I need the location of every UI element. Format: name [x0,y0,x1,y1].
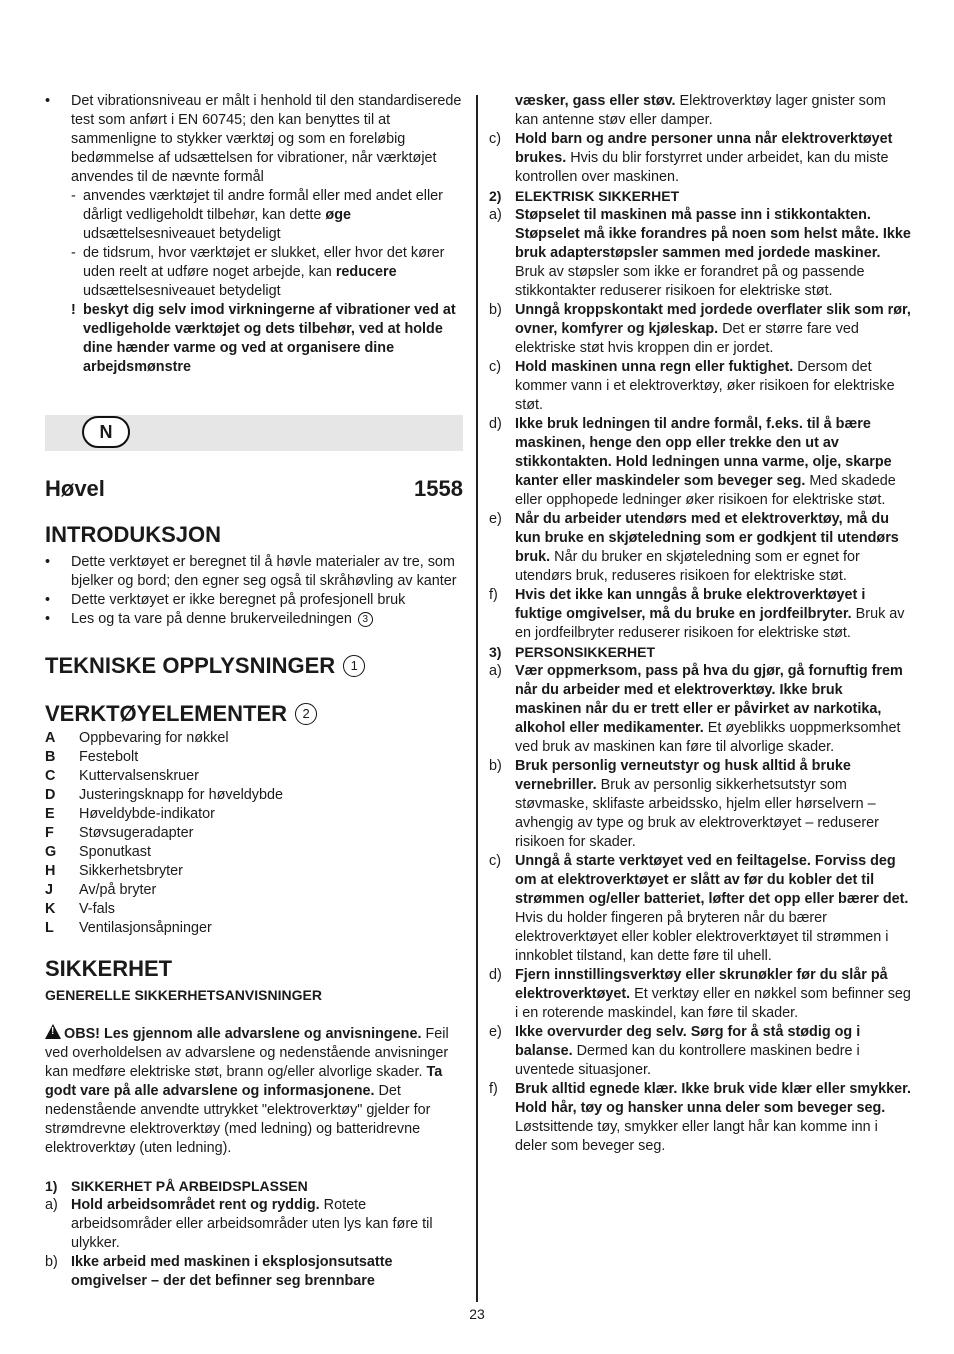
language-band [45,415,463,451]
item-text: Det er større fare ved elektriske støt hvis kroppen din er jordet. [515,321,859,356]
element-key: L [45,920,54,936]
item-bold: Ikke arbeid med maskinen i eksplosjonsutsatte omgivelser – der det befinner seg brennbare [71,1254,393,1289]
obs-bold: Ta godt vare på alle advarslene og informasjonene. [45,1064,443,1099]
tool-element-row [45,919,463,938]
section-number: 2) [489,188,502,204]
tool-element-row [45,843,463,862]
item-text: Hvis du blir forstyrret under arbeidet, kan du miste kontrollen over maskinen. [515,150,889,185]
dash-text: udsættelsesniveauet betydeligt [83,226,281,242]
general-safety-title: GENERELLE SIKKERHETSANVISNINGER [45,987,322,1003]
safety-item [489,1080,912,1156]
element-label: Justeringsknapp for høveldybde [79,787,283,803]
exclamation-icon: ! [71,302,76,318]
dash-bold: øge [325,207,351,223]
dash-item [45,187,463,244]
element-key: G [45,844,57,860]
element-label: Støvsugeradapter [79,825,194,841]
item-text: Løstsittende tøy, smykker eller langt hår kan komme inn i deler som beveger seg. [515,1119,878,1154]
element-key: F [45,825,54,841]
bullet-text: Dette verktøyet er beregnet til å høvle materialer av tre, som bjelker og bord; den egner seg også til skråhøvling av kanter [71,554,457,589]
safety-item [45,1196,463,1253]
element-key: A [45,730,56,746]
tool-element-row [45,748,463,767]
dash-item [45,244,463,301]
product-number: 1558 [414,476,463,501]
item-text: Med skadede eller opphopede ledninger øker risikoen for elektriske støt. [515,473,896,508]
language-badge: N [82,416,130,448]
warning-text: beskyt dig selv imod virkningerne af vibrationer ved at vedligeholde værktøjet og dets tilbehør, ved at holde dine hænder varme og ved at organisere dine arbejdsmønstre [83,302,456,375]
bullet-item [45,92,463,187]
item-text: Rotete arbeidsområder eller arbeidsområder uten lys kan føre til ulykker. [71,1197,433,1251]
item-key: f) [489,587,498,603]
item-bold: Fjern innstillingsverktøy eller skrunøkler før du slår på elektroverktøyet. [515,967,888,1002]
element-key: C [45,768,56,784]
obs-bold: OBS! Les gjennom alle advarslene og anvisningene. [64,1026,422,1042]
tool-element-row [45,862,463,881]
element-key: D [45,787,56,803]
bullet-text: Dette verktøyet er ikke beregnet på profesjonell bruk [71,592,406,608]
tool-element-row [45,767,463,786]
item-bold: Hvis det ikke kan unngås å bruke elektroverktøyet i fuktige omgivelser, må du bruke en jordfeilbryter. [515,587,866,622]
section-number: 1) [45,1178,58,1194]
item-key: b) [489,758,502,774]
item-bold: Bruk personlig verneutstyr og husk alltid å bruke vernebriller. [515,758,851,793]
bullet-text: Det vibrationsniveau er målt i henhold til den standardiserede test som anført i EN 60745; den kan benyttes til at sammenligne to stykker værktøj og som en foreløbig bedømmelse af udsættelsen for vibrationer, når værktøjet anvendes til de nævnte formål [71,93,462,185]
heading-safety: SIKKERHET [45,956,173,981]
item-text: Bruk av støpsler som ikke er forandret på og passende stikkontakter reduserer risikoen for elektriske støt. [515,264,865,299]
product-name: Høvel [45,476,105,501]
item-key: e) [489,1024,502,1040]
item-bold: Hold arbeidsområdet rent og ryddig. [71,1197,320,1213]
tool-element-row [45,786,463,805]
item-bold: Vær oppmerksom, pass på hva du gjør, gå fornuftig frem når du arbeider med et elektroverktøy. Ikke bruk maskinen når du er trett eller er påvirket av narkotika, alkohol eller medikamenter. [515,663,903,736]
heading-tool-elements [45,699,463,729]
bullet-item [45,553,463,591]
section-electrical [489,187,912,206]
item-bold: Bruk alltid egnede klær. Ikke bruk vide klær eller smykker. Hold hår, tøy og hansker unna deler som beveger seg. [515,1081,911,1116]
section-personal [489,643,912,662]
tool-element-row [45,824,463,843]
item-key: c) [489,359,501,375]
item-bold: Unngå kroppskontakt med jordede overflater slik som rør, ovner, komfyrer og kjøleskap. [515,302,911,337]
dash-bold: reducere [335,264,397,280]
bullet-text: Les og ta vare på denne brukerveiledningen [71,611,352,627]
right-column [489,92,912,1156]
safety-item [489,1023,912,1080]
safety-item [489,510,912,586]
item-text: Bruk av personlig sikkerhetsutstyr som støvmaske, sklifaste arbeidssko, hjelm eller hørselvern – avhengig av type og bruk av elektroverktøyet – reduserer risikoen for skader. [515,777,879,850]
electrical-items [489,206,912,643]
item-bold: væsker, gass eller støv. [515,93,676,109]
item-key: c) [489,853,501,869]
item-bold: Støpselet til maskinen må passe inn i stikkontakten. Støpselet må ikke forandres på noen som helst måte. Ikke bruk adapterstøpsler sammen med jordede maskiner. [515,207,911,261]
safety-item [489,130,912,187]
safety-item [489,206,912,301]
element-label: Festebolt [79,749,139,765]
item-bold: Hold barn og andre personer unna når elektroverktøyet brukes. [515,131,893,166]
section-workplace [45,1177,463,1196]
safety-item-continued [489,92,912,130]
bullet-item [45,591,463,610]
tool-element-row [45,805,463,824]
safety-item [489,662,912,757]
item-text: Bruk av en jordfeilbryter reduserer risikoen for elektriske støt. [515,606,905,641]
item-key: c) [489,131,501,147]
tool-element-row [45,900,463,919]
dash-mark: - [71,188,76,204]
element-label: V-fals [79,901,115,917]
bullet-dot: • [45,611,51,627]
item-key: f) [489,1081,498,1097]
product-heading [45,474,463,504]
element-label: Oppbevaring for nøkkel [79,730,229,746]
item-key: b) [489,302,502,318]
element-key: J [45,882,54,898]
dash-text: de tidsrum, hvor værktøjet er slukket, eller hvor det kører uden reelt at udføre noget arbejde, kan [83,245,445,280]
item-key: a) [489,207,502,223]
item-bold: Ikke bruk ledningen til andre formål, f.eks. til å bære maskinen, henge den opp eller trekke den ut av stikkontakten. Hold ledningen unna varme, olje, skarpe kanter eller maskindeler som beveger seg. [515,416,892,489]
item-bold: Unngå å starte verktøyet ved en feiltagelse. Forviss deg om at elektroverktøyet er slått av før du kobler det til strømmen og/eller batteriet, løfter det opp eller bærer det. [515,853,909,907]
heading-text: TEKNISKE OPPLYSNINGER [45,653,336,678]
item-bold: Hold maskinen unna regn eller fuktighet. [515,359,794,375]
bullet-item [45,610,463,629]
safety-item [45,1253,463,1291]
warning-triangle-icon [45,1024,61,1039]
element-label: Sponutkast [79,844,152,860]
safety-item [489,852,912,966]
section-number: 3) [489,644,502,660]
item-key: e) [489,511,502,527]
page-number: 23 [469,1306,485,1322]
section-title: SIKKERHET PÅ ARBEIDSPLASSEN [71,1178,308,1194]
element-key: H [45,863,56,879]
obs-paragraph [45,1024,463,1158]
item-text: Dersom det kommer vann i et elektroverktøy, øker risikoen for elektriske støt. [515,359,895,413]
figure-ref-badge: 2 [295,703,317,725]
element-label: Kuttervalsenskruer [79,768,199,784]
item-bold: Ikke overvurder deg selv. Sørg for å stå stødig og i balanse. [515,1024,861,1059]
section-title: ELEKTRISK SIKKERHET [515,188,680,204]
personal-items [489,662,912,1156]
item-text: Et verktøy eller en nøkkel som befinner seg i en roterende maskindel, kan føre til skader. [515,986,911,1021]
dash-mark: - [71,245,76,261]
bullet-dot: • [45,592,51,608]
item-text: Hvis du holder fingeren på bryteren når du bærer elektroverktøyet eller kobler elektroverktøyet til strømmen i innkoblet tilstand, kan dette føre til uhell. [515,910,889,964]
safety-item [489,415,912,510]
section-title: PERSONSIKKERHET [515,644,656,660]
tool-element-row [45,729,463,748]
dash-text: anvendes værktøjet til andre formål eller med andet eller dårligt vedligeholdt tilbehør, kan dette [83,188,443,223]
element-key: B [45,749,56,765]
item-bold: Når du arbeider utendørs med et elektroverktøy, må du kun bruke en skjøteledning som er godkjent til utendørs bruk. [515,511,899,565]
obs-text: Feil ved overholdelsen av advarslene og nedenstående anvisninger kan medføre elektriske støt, brann og/eller alvorlige skader. [45,1026,449,1080]
item-key: b) [45,1254,58,1270]
dash-text: udsættelsesniveauet betydeligt [83,283,281,299]
left-column [45,92,463,1291]
safety-item [489,966,912,1023]
obs-text: Det nedenstående anvendte uttrykket "elektroverktøy" gjelder for strømdrevne elektroverktøy (med ledning) og batteridrevne elektroverktøy (uten ledning). [45,1083,431,1156]
item-key: a) [489,663,502,679]
item-text: Elektroverktøy lager gnister som kan antenne støv eller damper. [515,93,886,128]
item-text: Dermed kan du kontrollere maskinen bedre i uventede situasjoner. [515,1043,860,1078]
heading-text: VERKTØYELEMENTER [45,701,288,726]
safety-item [489,301,912,358]
element-key: E [45,806,55,822]
item-key: d) [489,416,502,432]
figure-ref-badge: 1 [343,655,365,677]
safety-item [489,586,912,643]
item-key: d) [489,967,502,983]
heading-introduction: INTRODUKSJON [45,522,222,547]
bullet-dot: • [45,554,51,570]
tool-element-row [45,881,463,900]
element-label: Av/på bryter [79,882,157,898]
element-key: K [45,901,56,917]
item-text: Når du bruker en skjøteledning som er egnet for utendørs bruk, reduseres risikoen for elektriske støt. [515,549,860,584]
bullet-dot: • [45,93,51,109]
tool-elements-list [45,729,463,938]
safety-item [489,358,912,415]
item-text: Et øyeblikks uoppmerksomhet ved bruk av maskinen kan føre til alvorlige skader. [515,720,901,755]
element-label: Høveldybde-indikator [79,806,215,822]
item-key: a) [45,1197,58,1213]
figure-ref-badge: 3 [358,612,373,627]
warning-item [45,301,463,377]
safety-item [489,757,912,852]
element-label: Sikkerhetsbryter [79,863,183,879]
heading-technical [45,651,463,681]
element-label: Ventilasjonsåpninger [79,920,212,936]
column-divider [476,95,478,1302]
